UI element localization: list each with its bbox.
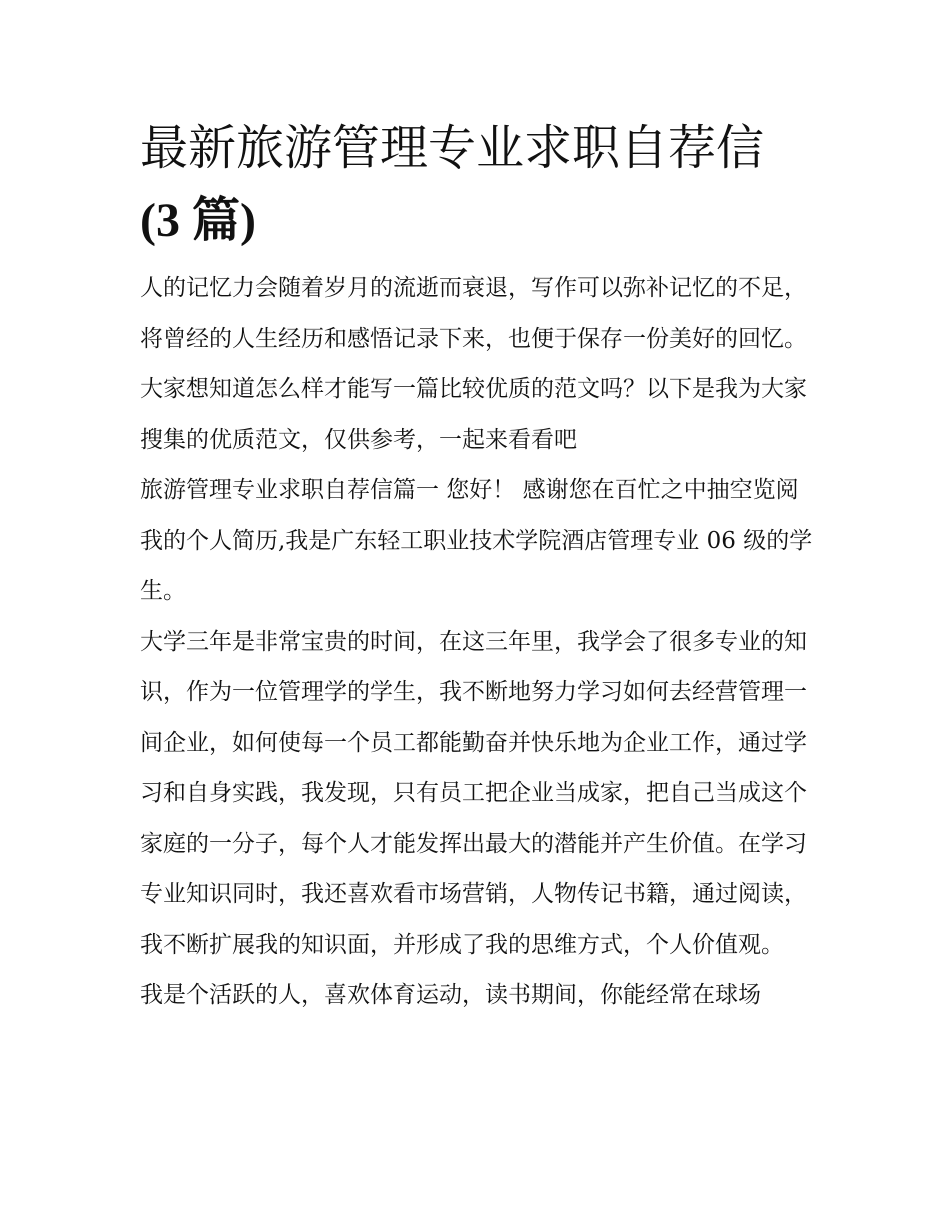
document-title <box>140 112 815 257</box>
paragraph-university: 大学三年是非常宝贵的时间，在这三年里，我学会了很多专业的知识，作为一位管理学的学生，我不断地努力学习如何去经营管理一间企业，如何使每一个员工都能勤奋并快乐地为企业工作，通过学习和自身实践，我发现，只有员工把企业当成家，把自己当成这个家庭的一分子，每个人才能发挥出最大的潜能并产生价值。在学习专业知识同时，我还喜欢看市场营销，人物传记书籍，通过阅读，我不断扩展我的知识面，并形成了我的思维方式，个人价值观。 <box>140 628 807 958</box>
document-page <box>140 112 815 1021</box>
document-body <box>140 263 815 1021</box>
paragraph-personality: 我是个活跃的人，喜欢体育运动，读书期间，你能经常在球场 <box>140 982 761 1008</box>
title-line-2-count: (3 <box>140 194 180 247</box>
title-line-2-suffix: 篇) <box>179 194 256 247</box>
paragraph-greeting: 旅游管理专业求职自荐信篇一 您好！ 感谢您在百忙之中抽空览阅我的个人简历,我是广东轻工职业技术学院酒店管理专业 06 级的学生。 <box>140 477 813 604</box>
paragraph-intro: 人的记忆力会随着岁月的流逝而衰退，写作可以弥补记忆的不足，将曾经的人生经历和感悟记录下来，也便于保存一份美好的回忆。大家想知道怎么样才能写一篇比较优质的范文吗？以下是我为大家搜集的优质范文，仅供参考，一起来看看吧 <box>140 275 807 453</box>
title-line-1: 最新旅游管理专业求职自荐信 <box>140 120 765 176</box>
